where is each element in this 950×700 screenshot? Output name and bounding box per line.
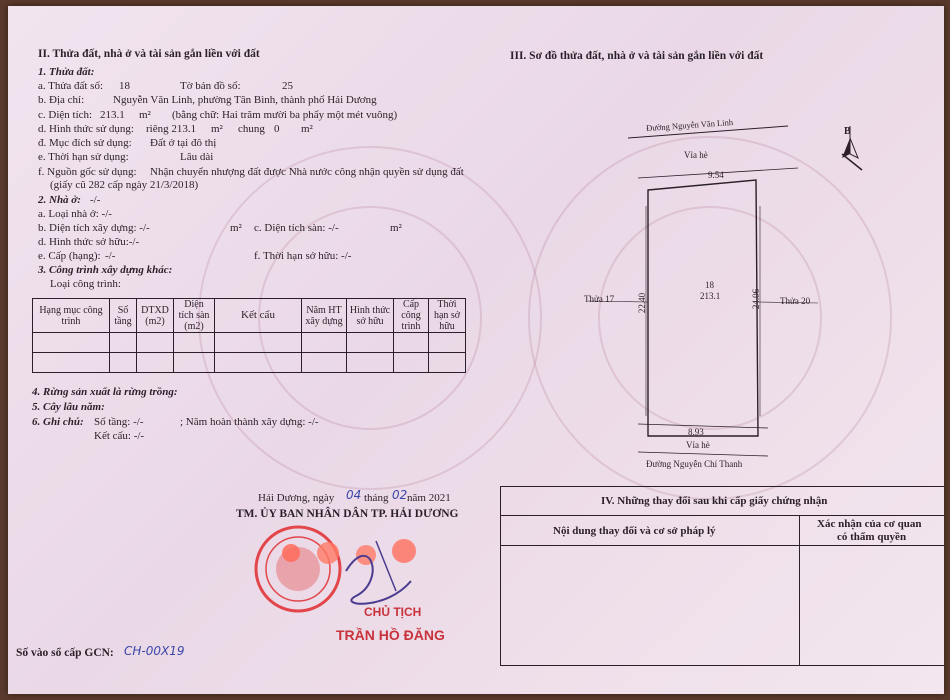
house-term: f. Thời hạn sở hữu: -/- <box>254 250 352 262</box>
map-sheet-label: Tờ bản đồ số: <box>180 80 241 92</box>
sidewalk-top-label: Vỉa hè <box>684 150 708 160</box>
note-heading: 6. Ghi chú: <box>32 416 84 428</box>
changes-col-confirm-b: có thẩm quyền <box>837 531 907 543</box>
note-floors: Số tầng: -/- <box>94 416 144 428</box>
issue-date-prefix: Hải Dương, ngày <box>258 492 335 504</box>
works-col-year: Năm HT xây dựng <box>302 299 347 333</box>
works-type-label: Loại công trình: <box>50 278 121 290</box>
usage-common-value: 0 <box>274 123 280 135</box>
works-col-built-area: DTXD (m2) <box>137 299 174 333</box>
works-table <box>32 298 466 373</box>
issue-day: 04 <box>346 488 362 502</box>
note-structure: Kết cấu: -/- <box>94 430 145 442</box>
house-heading-value: -/- <box>90 194 101 206</box>
origin-value-2: (giấy cũ 282 cấp ngày 21/3/2018) <box>50 179 199 191</box>
issue-date-suffix: năm 2021 <box>407 492 451 504</box>
house-floor-area: c. Diện tích sàn: -/- <box>254 222 339 234</box>
issue-month: 02 <box>392 488 408 502</box>
works-col-structure: Kết cấu <box>215 299 302 333</box>
works-empty-row <box>33 353 466 373</box>
changes-box <box>500 486 944 666</box>
term-label: e. Thời hạn sử dụng: <box>38 151 129 163</box>
right-length: 24.06 <box>751 288 762 310</box>
parcel-number: 18 <box>705 280 714 290</box>
road-bottom-label: Đường Nguyễn Chí Thanh <box>646 459 743 469</box>
origin-value: Nhận chuyển nhượng đất được Nhà nước công nhận quyền sử dụng đất <box>150 166 464 178</box>
map-sheet-value: 25 <box>282 80 293 92</box>
address-label: b. Địa chỉ: <box>38 94 85 106</box>
issue-date-mid: tháng <box>364 492 389 504</box>
signer-title: CHỦ TỊCH <box>364 605 422 619</box>
usage-common-unit: m² <box>301 123 313 135</box>
north-arrow-icon <box>834 118 874 188</box>
house-grade-value: -/- <box>105 250 116 262</box>
works-empty-row <box>33 333 466 353</box>
area-unit: m² <box>139 109 151 121</box>
area-in-words: (bằng chữ: Hai trăm mười ba phẩy một mét vuông) <box>172 109 398 121</box>
works-heading: 3. Công trình xây dựng khác: <box>38 264 173 276</box>
area-label: c. Diện tích: <box>38 109 93 121</box>
section-iii-title: III. Sơ đồ thửa đất, nhà ở và tài sản gắn liền với đất <box>510 50 764 62</box>
parcel-no-label: a. Thửa đất số: <box>38 80 104 92</box>
works-col-floors: Số tầng <box>110 299 137 333</box>
sidewalk-bottom-label: Vỉa hè <box>686 440 710 450</box>
works-col-term: Thời hạn sở hữu <box>429 299 466 333</box>
house-built-area: b. Diện tích xây dựng: -/- <box>38 222 150 234</box>
left-length: 22.40 <box>637 292 648 314</box>
issuing-authority: TM. ỦY BAN NHÂN DÂN TP. HẢI DƯƠNG <box>236 508 459 520</box>
neighbor-right: Thửa 20 <box>780 296 811 306</box>
perennial-heading: 5. Cây lâu năm: <box>32 401 105 413</box>
certificate-sheet <box>8 6 944 694</box>
usage-form-unit: m² <box>211 123 223 135</box>
parcel-area: 213.1 <box>700 291 721 301</box>
official-stamp <box>236 521 476 621</box>
purpose-label: đ. Mục đích sử dụng: <box>38 137 132 149</box>
usage-form-label: d. Hình thức sử dụng: <box>38 123 134 135</box>
changes-col-content: Nội dung thay đổi và cơ sở pháp lý <box>553 525 716 537</box>
usage-common-label: chung <box>238 123 265 135</box>
bottom-width: 8.93 <box>688 427 704 437</box>
changes-col-confirm-a: Xác nhận của cơ quan <box>817 518 922 530</box>
works-col-item: Hạng mục công trình <box>33 299 110 333</box>
works-col-floor-area: Diện tích sàn (m2) <box>174 299 215 333</box>
usage-form-value: riêng 213.1 <box>146 123 197 135</box>
house-type: a. Loại nhà ở: -/- <box>38 208 112 220</box>
purpose-value: Đất ở tại đô thị <box>150 137 217 149</box>
note-build-year: ; Năm hoàn thành xây dựng: -/- <box>180 416 319 428</box>
house-floor-area-unit: m² <box>390 222 402 234</box>
house-heading: 2. Nhà ở: <box>38 194 81 206</box>
address-value: Nguyễn Văn Linh, phường Tân Bình, thành phố Hải Dương <box>113 94 377 106</box>
works-col-grade: Cấp công trình <box>394 299 429 333</box>
section-ii-title: II. Thửa đất, nhà ở và tài sản gắn liền với đất <box>38 48 260 60</box>
forest-heading: 4. Rừng sản xuất là rừng trồng: <box>32 386 178 398</box>
house-built-area-unit: m² <box>230 222 242 234</box>
top-width: 9.54 <box>708 170 724 180</box>
house-ownership: d. Hình thức sở hữu:-/- <box>38 236 140 248</box>
house-grade-label: e. Cấp (hạng): <box>38 250 101 262</box>
term-value: Lâu dài <box>180 151 214 163</box>
neighbor-left: Thửa 17 <box>584 294 615 304</box>
area-value: 213.1 <box>100 109 125 121</box>
parcel-no-value: 18 <box>119 80 130 92</box>
works-col-ownership: Hình thức sở hữu <box>347 299 394 333</box>
gcn-register-label: Số vào sổ cấp GCN: <box>16 647 114 659</box>
land-heading: 1. Thửa đất: <box>38 66 95 78</box>
origin-label: f. Nguồn gốc sử dụng: <box>38 166 137 178</box>
north-label: B <box>844 126 851 137</box>
gcn-register-value: CH-00X19 <box>124 644 185 658</box>
signer-name: TRẦN HỒ ĐĂNG <box>336 627 445 643</box>
road-top-label: Đường Nguyễn Văn Linh <box>645 116 734 134</box>
changes-title: IV. Những thay đổi sau khi cấp giấy chứng nhận <box>601 495 828 507</box>
